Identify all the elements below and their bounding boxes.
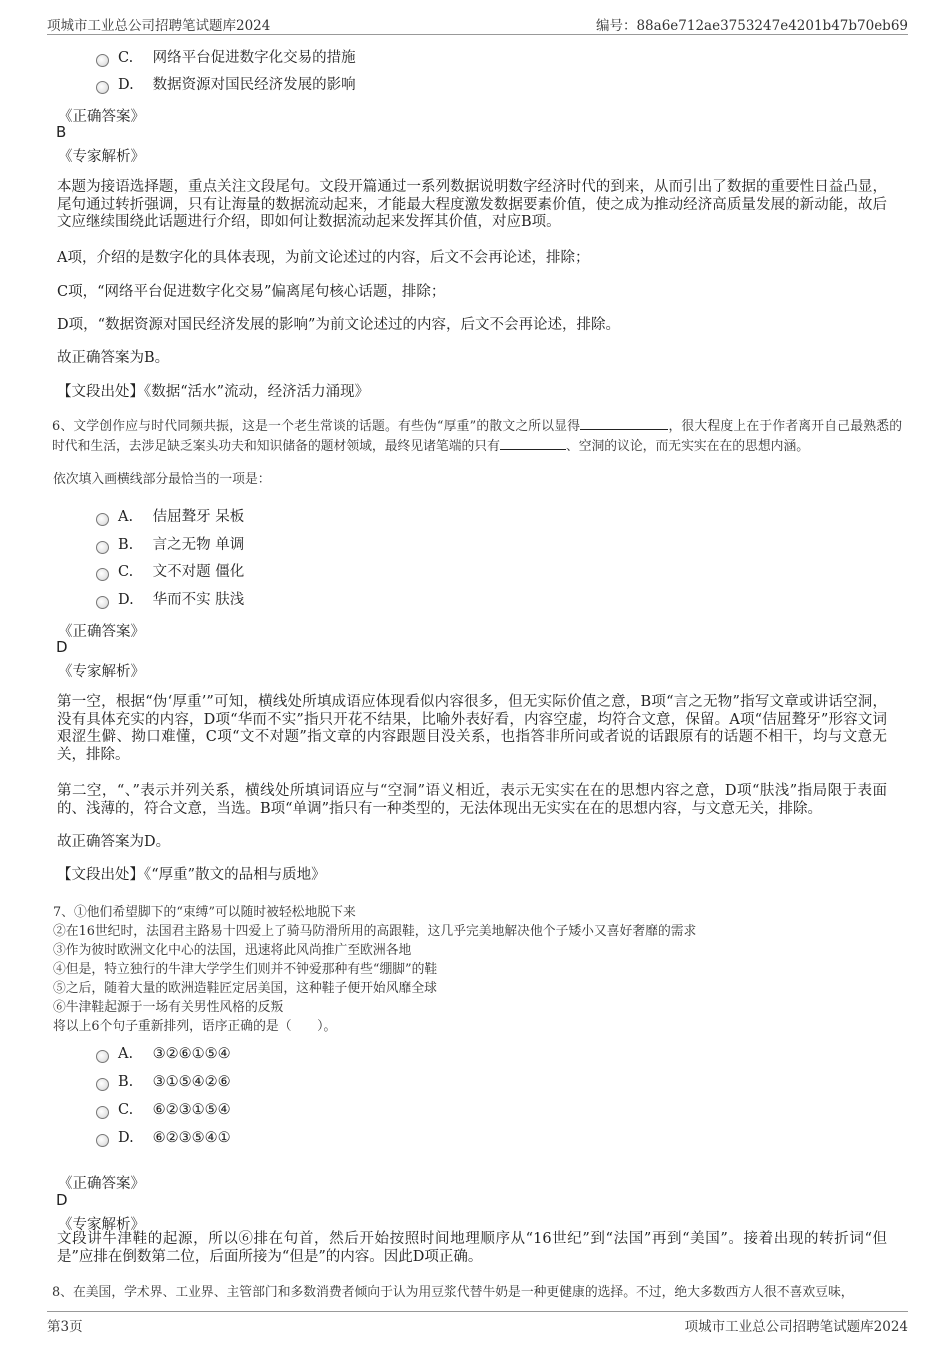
q6-blank-1 (580, 417, 668, 430)
q7-answer-tag: 《正确答案》 (58, 1176, 145, 1192)
header-doc-id: 编号：88a6e712ae3753247e4201b47b70eb69 (595, 18, 908, 34)
q7-option-b[interactable]: B. ③①⑤④②⑥ (96, 1071, 231, 1093)
radio-icon[interactable] (96, 1106, 109, 1119)
q5-option-d[interactable]: D. 数据资源对国民经济发展的影响 (96, 74, 356, 96)
radio-icon[interactable] (96, 596, 109, 609)
radio-icon[interactable] (96, 568, 109, 581)
q7-option-d[interactable]: D. ⑥②③⑤④① (96, 1127, 231, 1149)
q5-analysis-p1: 本题为接语选择题，重点关注文段尾句。文段开篇通过一系列数据说明数字经济时代的到来，从而引出了数据的重要性日益凸显，尾句通过转折强调，只有让海量的数据流动起来，才能最大程度激发数据要素价值，使之成为推动经济高质量发展的新动能，故后文应继续围绕此话题进行介绍，即如何让数据流动起来发挥其价值，对应B项。 (57, 179, 887, 230)
page-number: 第3页 (47, 1319, 83, 1335)
q6-analysis-p3: 故正确答案为D。 (57, 834, 171, 850)
q5-answer: B (56, 123, 67, 141)
q7-sentence-1: 7、①他们希望脚下的“束缚”可以随时被轻松地脱下来 (53, 905, 356, 920)
q5-analysis-p4: D项，“数据资源对国民经济发展的影响”为前文论述过的内容，后文不会再论述，排除。 (57, 317, 620, 333)
q6-option-b[interactable]: B. 言之无物 单调 (96, 534, 244, 556)
q7-option-a[interactable]: A. ③②⑥①⑤④ (96, 1043, 231, 1065)
radio-icon[interactable] (96, 54, 109, 67)
q6-source: 【文段出处】《“厚重”散文的品相与质地》 (57, 867, 326, 883)
q5-analysis-p5: 故正确答案为B。 (57, 350, 170, 366)
q7-prompt: 将以上6个句子重新排列，语序正确的是（ ）。 (53, 1019, 337, 1034)
radio-icon[interactable] (96, 81, 109, 94)
radio-icon[interactable] (96, 513, 109, 526)
q6-analysis-tag: 《专家解析》 (58, 664, 145, 680)
q7-sentence-3: ③作为彼时欧洲文化中心的法国，迅速将此风尚推广至欧洲各地 (53, 943, 412, 958)
q7-answer: D (56, 1191, 68, 1209)
page-header (47, 14, 908, 35)
q5-option-c[interactable]: C. 网络平台促进数字化交易的措施 (96, 47, 356, 69)
q7-analysis: 文段讲牛津鞋的起源，所以⑥排在句首，然后开始按照时间地理顺序从“16世纪”到“法国”再到“美国”。接着出现的转折词“但是”应排在倒数第二位，后面所接为“但是”的内容。因此D项正确。 (57, 1231, 887, 1265)
q5-analysis-p3: C项，“网络平台促进数字化交易”偏离尾句核心话题，排除； (57, 284, 446, 300)
q8-stem: 8、在美国，学术界、工业界、主管部门和多数消费者倾向于认为用豆浆代替牛奶是一种更健康的选择。不过，绝大多数西方人很不喜欢豆味， (52, 1285, 854, 1300)
footer-title: 项城市工业总公司招聘笔试题库2024 (684, 1319, 908, 1335)
q5-analysis-tag: 《专家解析》 (58, 149, 145, 165)
q5-source: 【文段出处】《数据“活水”流动，经济活力涌现》 (57, 384, 370, 400)
q7-option-c[interactable]: C. ⑥②③①⑤④ (96, 1099, 231, 1121)
q6-prompt: 依次填入画横线部分最恰当的一项是： (53, 472, 271, 487)
q6-option-a[interactable]: A. 佶屈聱牙 呆板 (96, 506, 244, 528)
q6-analysis-p1: 第一空，根据“伪‘厚重’”可知，横线处所填成语应体现看似内容很多，但无实际价值之意，B项“言之无物”指写文章或讲话空洞，没有具体充实的内容，D项“华而不实”指只开花不结果，比喻外表好看，内容空虚，均符合文意，保留。A项“佶屈聱牙”形容文词艰涩生僻、拗口难懂，C项“文不对题”指文章的内容跟题目没关系，也指答非所问或者说的话跟原有的话题不相干，均与文意无关，排除。 (57, 694, 887, 763)
q5-analysis-p2: A项，介绍的是数字化的具体表现，为前文论述过的内容，后文不会再论述，排除； (57, 250, 590, 266)
q6-analysis-p2: 第二空，“、”表示并列关系，横线处所填词语应与“空洞”语义相近，表示无实实在在的思想内容之意，D项“肤浅”指局限于表面的、浅薄的，符合文意，当选。B项“单调”指只有一种类型的，无法体现出无实实在在的思想内容，与文意无关，排除。 (57, 783, 887, 817)
q6-blank-2 (500, 437, 566, 450)
q6-option-c[interactable]: C. 文不对题 僵化 (96, 561, 244, 583)
q7-sentence-2: ②在16世纪时，法国君主路易十四爱上了骑马防滑所用的高跟鞋，这几乎完美地解决他个子矮小又喜好奢靡的需求 (53, 924, 697, 939)
page-footer (47, 1311, 908, 1334)
q6-option-d[interactable]: D. 华而不实 肤浅 (96, 589, 244, 611)
q6-answer: D (56, 638, 68, 656)
radio-icon[interactable] (96, 541, 109, 554)
q7-sentence-5: ⑤之后，随着大量的欧洲造鞋匠定居美国，这种鞋子便开始风靡全球 (53, 981, 437, 996)
q6-stem: 6、文学创作应与时代同频共振，这是一个老生常谈的话题。有些伪“厚重”的散文之所以显得 ，很大程度上在于作者离开自己最熟悉的时代和生活，去涉足缺乏案头功夫和知识储备的题材领域，最终见诸笔端的只有 、空洞的议论，而无实实在在的思想内涵。 (52, 419, 902, 454)
radio-icon[interactable] (96, 1050, 109, 1063)
q7-sentence-4: ④但是，特立独行的牛津大学学生们则并不钟爱那种有些“绷脚”的鞋 (53, 962, 438, 977)
radio-icon[interactable] (96, 1078, 109, 1091)
q7-analysis-tag: 《专家解析》 (58, 1217, 145, 1233)
q6-answer-tag: 《正确答案》 (58, 624, 145, 640)
q5-answer-tag: 《正确答案》 (58, 109, 145, 125)
q7-sentence-6: ⑥牛津鞋起源于一场有关男性风格的反叛 (53, 1000, 284, 1015)
header-title: 项城市工业总公司招聘笔试题库2024 (47, 18, 271, 34)
radio-icon[interactable] (96, 1134, 109, 1147)
